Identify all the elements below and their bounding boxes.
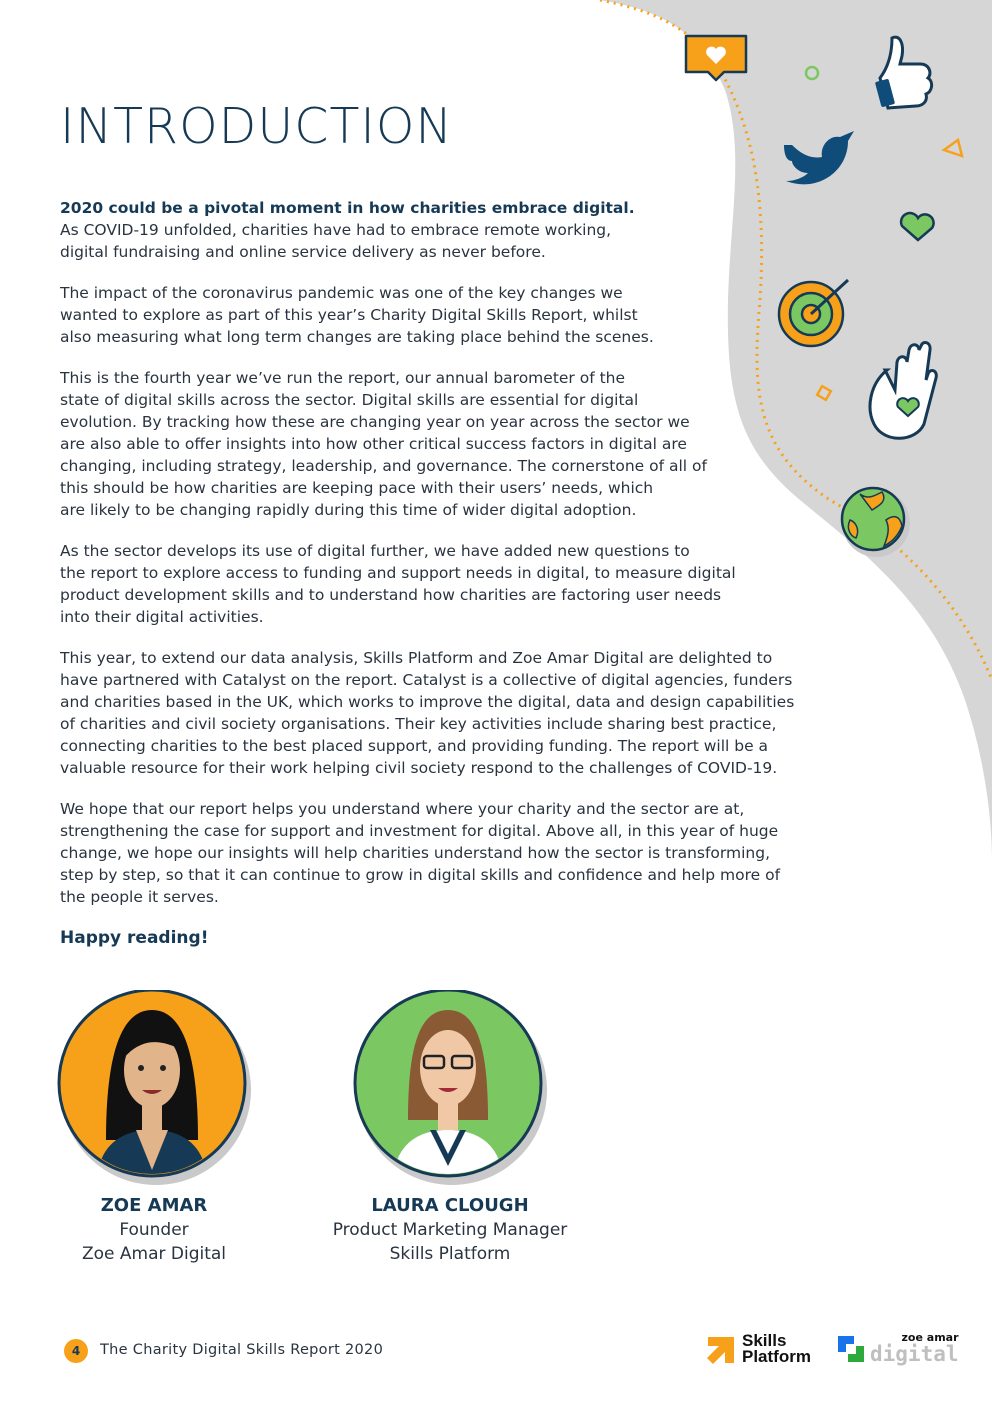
text-line: evolution. By tracking how these are changing year on year across the sector we xyxy=(60,413,690,431)
text-line: As COVID-19 unfolded, charities have had to embrace remote working, xyxy=(60,221,612,239)
text-line: of charities and civil society organisations. Their key activities include sharing best practice, xyxy=(60,715,777,733)
text-line: changing, including strategy, leadership, and governance. The cornerstone of all of xyxy=(60,457,707,475)
footer-report-title: The Charity Digital Skills Report 2020 xyxy=(100,1342,384,1358)
closing-line: Happy reading! xyxy=(60,928,209,948)
person-name: ZOE AMAR xyxy=(100,1195,208,1216)
person-card-laura-clough xyxy=(300,990,600,1266)
text-line: change, we hope our insights will help charities understand how the sector is transforming, xyxy=(60,844,771,862)
text-line: step by step, so that it can continue to grow in digital skills and confidence and help more of xyxy=(60,866,781,884)
text-line: digital fundraising and online service delivery as never before. xyxy=(60,243,546,261)
text-line: the people it serves. xyxy=(60,888,219,906)
text-line: are likely to be changing rapidly during this time of wider digital adoption. xyxy=(60,501,637,519)
text-line: the report to explore access to funding and support needs in digital, to measure digital xyxy=(60,564,736,582)
person-role: Product Marketing Manager xyxy=(332,1220,568,1240)
paragraph xyxy=(60,197,800,263)
paragraph xyxy=(60,798,800,908)
person-org: Zoe Amar Digital xyxy=(81,1244,227,1264)
text-line: connecting charities to the best placed support, and providing funding. The report will be a xyxy=(60,737,769,755)
text-line: valuable resource for their work helping civil society respond to the challenges of COVID-19. xyxy=(60,759,778,777)
text-line: As the sector develops its use of digital further, we have added new questions to xyxy=(60,542,690,560)
avatar-zoe-amar xyxy=(56,990,252,1186)
skills-platform-logo xyxy=(706,1333,811,1365)
text-line: into their digital activities. xyxy=(60,608,264,626)
paragraph xyxy=(60,367,800,521)
person-role: Founder xyxy=(119,1220,189,1240)
text-line: also measuring what long term changes are taking place behind the scenes. xyxy=(60,328,654,346)
text-line: We hope that our report helps you understand where your charity and the sector are at, xyxy=(60,800,745,818)
text-line: The impact of the coronavirus pandemic was one of the key changes we xyxy=(60,284,623,302)
page-title: INTRODUCTION xyxy=(60,98,454,155)
skills-platform-arrow-icon xyxy=(706,1333,738,1365)
text-line: are also able to offer insights into how other critical success factors in digital are xyxy=(60,435,687,453)
text-line: product development skills and to understand how charities are factoring user needs xyxy=(60,586,722,604)
page-number-badge: 4 xyxy=(64,1339,88,1363)
paragraph xyxy=(60,647,800,779)
text-line: wanted to explore as part of this year’s Charity Digital Skills Report, whilst xyxy=(60,306,638,324)
logo-text: digital xyxy=(870,1342,959,1366)
avatar-laura-clough xyxy=(352,990,548,1186)
intro-body xyxy=(60,197,800,927)
text-line: This year, to extend our data analysis, Skills Platform and Zoe Amar Digital are delighted to xyxy=(60,649,773,667)
text-line: strengthening the case for support and investment for digital. Above all, in this year of huge xyxy=(60,822,779,840)
paragraph xyxy=(60,540,800,628)
zoe-amar-mark-icon xyxy=(836,1334,866,1364)
logo-text: Platform xyxy=(742,1347,811,1366)
logo-text: Skills xyxy=(742,1331,787,1350)
logo-text: zoe amar xyxy=(901,1331,959,1344)
text-line: this should be how charities are keeping pace with their users’ needs, which xyxy=(60,479,654,497)
person-card-zoe-amar xyxy=(4,990,304,1266)
text-line: state of digital skills across the sector. Digital skills are essential for digital xyxy=(60,391,639,409)
paragraph xyxy=(60,282,800,348)
text-line: have partnered with Catalyst on the report. Catalyst is a collective of digital agencies, funders xyxy=(60,671,793,689)
text-line: and charities based in the UK, which works to improve the digital, data and design capabilities xyxy=(60,693,795,711)
text-line: 2020 could be a pivotal moment in how charities embrace digital. xyxy=(60,199,635,217)
person-org: Skills Platform xyxy=(389,1244,511,1264)
zoe-amar-digital-logo xyxy=(836,1332,959,1365)
person-name: LAURA CLOUGH xyxy=(371,1195,529,1216)
text-line: This is the fourth year we’ve run the report, our annual barometer of the xyxy=(60,369,626,387)
